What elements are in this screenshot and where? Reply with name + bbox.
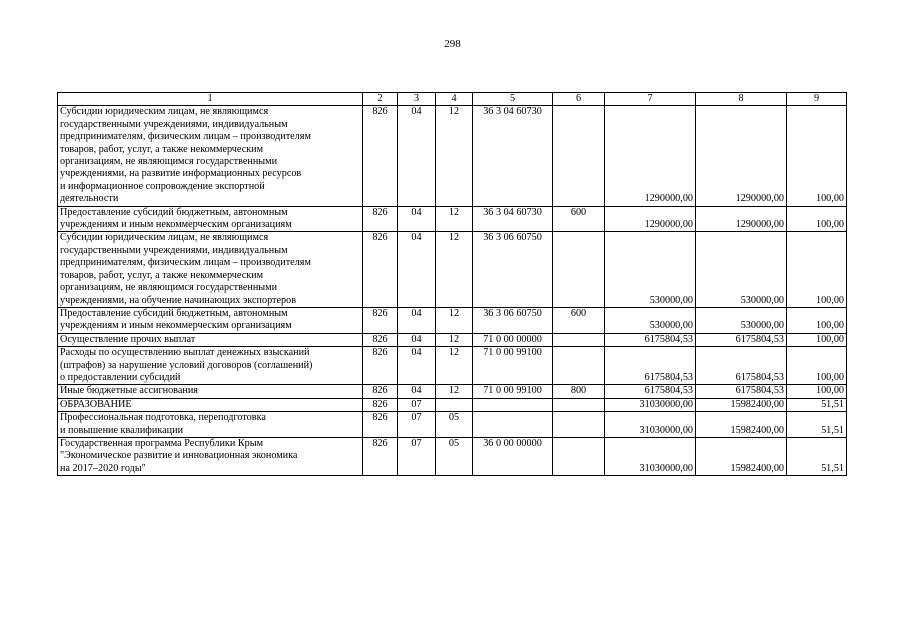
header-cell: 2 xyxy=(363,93,398,106)
cell-glava: 826 xyxy=(363,106,398,206)
header-cell: 3 xyxy=(398,93,436,106)
cell-item-name xyxy=(58,385,363,398)
table-row xyxy=(58,206,847,232)
table-row xyxy=(58,333,847,346)
cell-glava: 826 xyxy=(363,385,398,398)
cell-planned-amount: 31030000,00 xyxy=(605,437,696,475)
cell-glava: 826 xyxy=(363,398,398,411)
cell-podrazdel: 05 xyxy=(436,437,473,475)
table-row xyxy=(58,106,847,206)
header-cell: 8 xyxy=(696,93,787,106)
cell-execution-percent: 100,00 xyxy=(787,106,847,206)
cell-expense-type: 800 xyxy=(553,385,605,398)
cell-planned-amount: 1290000,00 xyxy=(605,106,696,206)
cell-planned-amount: 1290000,00 xyxy=(605,206,696,232)
cell-executed-amount: 530000,00 xyxy=(696,307,787,333)
item-name-line: предпринимателям, физическим лицам – производителям xyxy=(60,257,311,269)
header-cell: 6 xyxy=(553,93,605,106)
cell-execution-percent: 100,00 xyxy=(787,232,847,307)
cell-executed-amount: 6175804,53 xyxy=(696,333,787,346)
cell-item-name xyxy=(58,333,363,346)
cell-glava: 826 xyxy=(363,347,398,385)
cell-target-article: 36 3 06 60750 xyxy=(473,307,553,333)
cell-item-name xyxy=(58,232,363,307)
item-name-line: Расходы по осуществлению выплат денежных взысканий xyxy=(60,347,310,359)
item-name-line: государственными учреждениями, индивидуальным xyxy=(60,244,288,256)
cell-execution-percent: 100,00 xyxy=(787,333,847,346)
item-name-line: учреждениям и иным некоммерческим организациям xyxy=(60,320,292,332)
table-header-row xyxy=(58,93,847,106)
cell-podrazdel: 12 xyxy=(436,333,473,346)
header-cell: 5 xyxy=(473,93,553,106)
item-name-line: ОБРАЗОВАНИЕ xyxy=(60,398,132,410)
cell-target-article: 36 3 04 60730 xyxy=(473,106,553,206)
header-cell: 4 xyxy=(436,93,473,106)
header-cell: 1 xyxy=(58,93,363,106)
item-name-line: (штрафов) за нарушение условий договоров (соглашений) xyxy=(60,359,313,371)
cell-glava: 826 xyxy=(363,333,398,346)
cell-planned-amount: 530000,00 xyxy=(605,232,696,307)
item-name-line: организациям, не являющимся государственными xyxy=(60,156,278,168)
item-name-line: Субсидии юридическим лицам, не являющимся xyxy=(60,106,269,118)
cell-glava: 826 xyxy=(363,232,398,307)
item-name-line: Субсидии юридическим лицам, не являющимся xyxy=(60,232,269,244)
cell-razdel: 07 xyxy=(398,412,436,438)
cell-glava: 826 xyxy=(363,206,398,232)
table-row xyxy=(58,398,847,411)
cell-executed-amount: 6175804,53 xyxy=(696,385,787,398)
cell-item-name xyxy=(58,206,363,232)
cell-target-article xyxy=(473,398,553,411)
cell-planned-amount: 530000,00 xyxy=(605,307,696,333)
cell-expense-type: 600 xyxy=(553,307,605,333)
item-name-line: учреждениям и иным некоммерческим организациям xyxy=(60,219,292,231)
cell-podrazdel: 12 xyxy=(436,206,473,232)
cell-item-name xyxy=(58,398,363,411)
header-cell: 9 xyxy=(787,93,847,106)
item-name-line: "Экономическое развитие и инновационная экономика xyxy=(60,450,298,462)
cell-target-article: 36 0 00 00000 xyxy=(473,437,553,475)
cell-razdel: 07 xyxy=(398,398,436,411)
header-cell: 7 xyxy=(605,93,696,106)
table-row xyxy=(58,412,847,438)
cell-target-article: 36 3 04 60730 xyxy=(473,206,553,232)
cell-planned-amount: 31030000,00 xyxy=(605,398,696,411)
cell-glava: 826 xyxy=(363,307,398,333)
cell-razdel: 04 xyxy=(398,106,436,206)
cell-razdel: 04 xyxy=(398,333,436,346)
cell-razdel: 07 xyxy=(398,437,436,475)
budget-table xyxy=(57,92,847,476)
cell-podrazdel: 12 xyxy=(436,307,473,333)
cell-expense-type xyxy=(553,333,605,346)
cell-razdel: 04 xyxy=(398,385,436,398)
item-name-line: деятельности xyxy=(60,193,119,205)
cell-podrazdel xyxy=(436,398,473,411)
item-name-line: Осуществление прочих выплат xyxy=(60,333,196,345)
item-name-line: и повышение квалификации xyxy=(60,424,184,436)
cell-expense-type xyxy=(553,232,605,307)
table-row xyxy=(58,347,847,385)
item-name-line: товаров, работ, услуг, а также некоммерческим xyxy=(60,143,264,155)
item-name-line: товаров, работ, услуг, а также некоммерческим xyxy=(60,269,264,281)
cell-expense-type xyxy=(553,106,605,206)
cell-executed-amount: 1290000,00 xyxy=(696,206,787,232)
item-name-line: организациям, не являющимся государственными xyxy=(60,282,278,294)
cell-item-name xyxy=(58,307,363,333)
cell-expense-type xyxy=(553,347,605,385)
item-name-line: Предоставление субсидий бюджетным, автономным xyxy=(60,307,288,319)
cell-podrazdel: 12 xyxy=(436,232,473,307)
cell-podrazdel: 12 xyxy=(436,106,473,206)
cell-target-article: 36 3 06 60750 xyxy=(473,232,553,307)
cell-target-article: 71 0 00 00000 xyxy=(473,333,553,346)
cell-target-article xyxy=(473,412,553,438)
cell-glava: 826 xyxy=(363,412,398,438)
table-row xyxy=(58,385,847,398)
cell-executed-amount: 15982400,00 xyxy=(696,398,787,411)
item-name-line: Профессиональная подготовка, переподготовка xyxy=(60,412,266,424)
cell-item-name xyxy=(58,412,363,438)
cell-executed-amount: 15982400,00 xyxy=(696,437,787,475)
cell-podrazdel: 12 xyxy=(436,347,473,385)
cell-razdel: 04 xyxy=(398,307,436,333)
cell-target-article: 71 0 00 99100 xyxy=(473,385,553,398)
item-name-line: Государственная программа Республики Крым xyxy=(60,437,264,449)
page-number: 298 xyxy=(444,38,461,50)
table-row xyxy=(58,437,847,475)
cell-razdel: 04 xyxy=(398,347,436,385)
cell-planned-amount: 6175804,53 xyxy=(605,385,696,398)
item-name-line: и информационное сопровождение экспортной xyxy=(60,180,265,192)
cell-planned-amount: 6175804,53 xyxy=(605,333,696,346)
item-name-line: Иные бюджетные ассигнования xyxy=(60,385,198,397)
item-name-line: государственными учреждениями, индивидуальным xyxy=(60,118,288,130)
item-name-line: о предоставлении субсидий xyxy=(60,371,181,383)
item-name-line: учреждениями, на развитие информационных ресурсов xyxy=(60,168,302,180)
cell-razdel: 04 xyxy=(398,206,436,232)
cell-execution-percent: 51,51 xyxy=(787,437,847,475)
cell-planned-amount: 31030000,00 xyxy=(605,412,696,438)
cell-planned-amount: 6175804,53 xyxy=(605,347,696,385)
cell-expense-type xyxy=(553,437,605,475)
cell-item-name xyxy=(58,106,363,206)
cell-glava: 826 xyxy=(363,437,398,475)
cell-executed-amount: 6175804,53 xyxy=(696,347,787,385)
cell-item-name xyxy=(58,347,363,385)
cell-execution-percent: 100,00 xyxy=(787,307,847,333)
cell-expense-type xyxy=(553,398,605,411)
cell-podrazdel: 05 xyxy=(436,412,473,438)
cell-execution-percent: 100,00 xyxy=(787,385,847,398)
cell-expense-type xyxy=(553,412,605,438)
table-row xyxy=(58,307,847,333)
item-name-line: учреждениями, на обучение начинающих экспортеров xyxy=(60,294,297,306)
cell-razdel: 04 xyxy=(398,232,436,307)
table-row xyxy=(58,232,847,307)
cell-podrazdel: 12 xyxy=(436,385,473,398)
item-name-line: предпринимателям, физическим лицам – производителям xyxy=(60,131,311,143)
cell-execution-percent: 100,00 xyxy=(787,206,847,232)
cell-target-article: 71 0 00 99100 xyxy=(473,347,553,385)
cell-executed-amount: 530000,00 xyxy=(696,232,787,307)
cell-item-name xyxy=(58,437,363,475)
cell-executed-amount: 15982400,00 xyxy=(696,412,787,438)
cell-expense-type: 600 xyxy=(553,206,605,232)
cell-executed-amount: 1290000,00 xyxy=(696,106,787,206)
cell-execution-percent: 51,51 xyxy=(787,398,847,411)
item-name-line: на 2017–2020 годы" xyxy=(60,462,146,474)
cell-execution-percent: 51,51 xyxy=(787,412,847,438)
cell-execution-percent: 100,00 xyxy=(787,347,847,385)
item-name-line: Предоставление субсидий бюджетным, автономным xyxy=(60,206,288,218)
